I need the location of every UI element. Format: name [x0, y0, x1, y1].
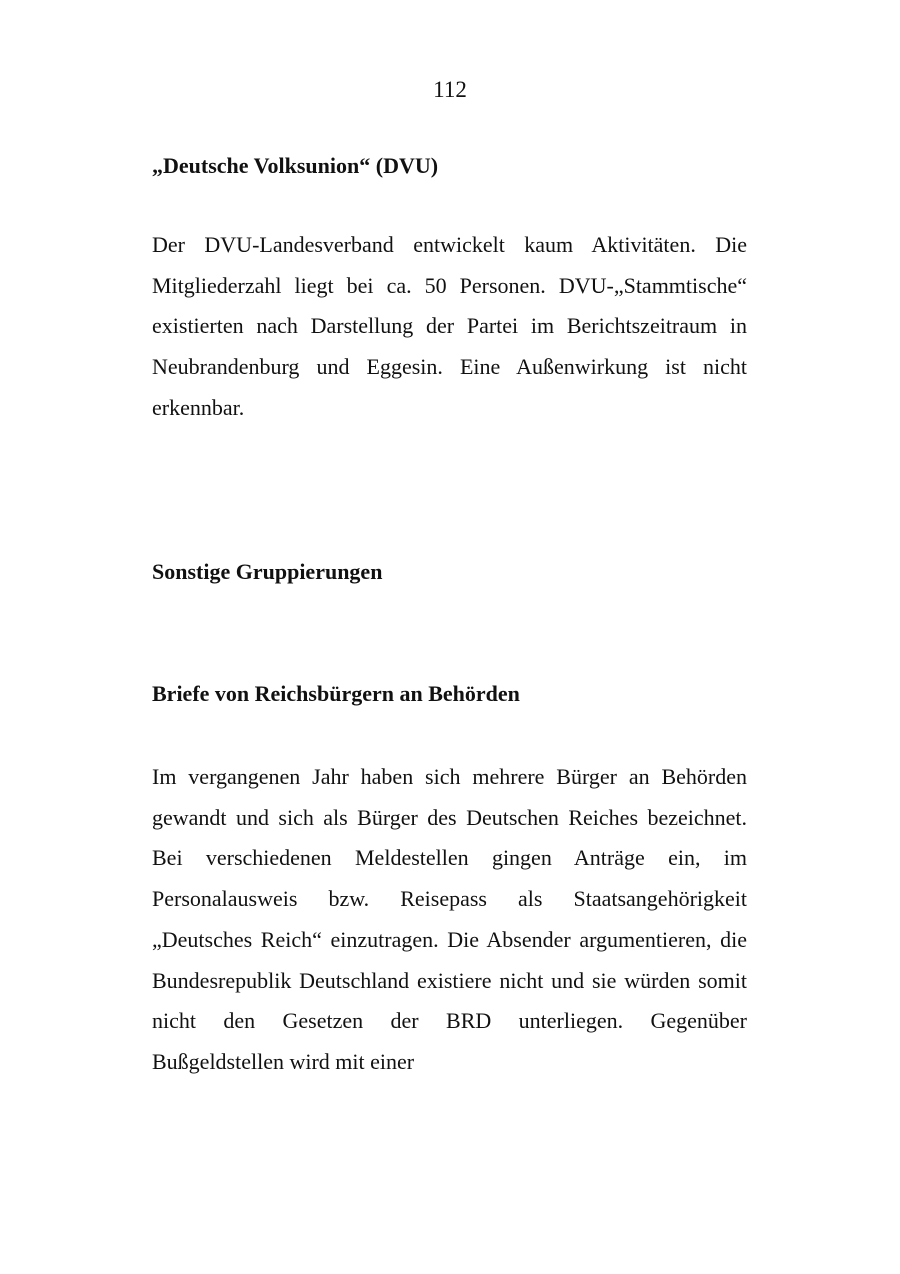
page-number: 112	[433, 77, 467, 102]
section-heading-sonstige-gruppierungen: Sonstige Gruppierungen	[152, 559, 383, 584]
section-heading-reichsbuerger: Briefe von Reichsbürgern an Behörden	[152, 681, 520, 706]
paragraph-dvu: Der DVU-Landesverband entwickelt kaum Aktivitäten. Die Mitgliederzahl liegt bei ca. 50 Personen. DVU-„Stammtische“ existierten nach Darstellung der Partei im Berichtszeitraum in Neubrandenburg und Eggesin. Eine Außenwirkung ist nicht erkennbar.	[152, 232, 747, 420]
paragraph-reichsbuerger: Im vergangenen Jahr haben sich mehrere Bürger an Behörden gewandt und sich als Bürger des Deutschen Reiches bezeichnet. Bei verschiedenen Meldestellen gingen Anträge ein, im Personalausweis bzw. Reisepass als Staatsangehörigkeit „Deutsches Reich“ einzutragen. Die Absender argumentieren, die Bundesrepublik Deutschland existiere nicht und sie würden somit nicht den Gesetzen der BRD unterliegen. Gegenüber Bußgeldstellen wird mit einer	[152, 764, 747, 1074]
section-heading-dvu: „Deutsche Volksunion“ (DVU)	[152, 153, 439, 178]
